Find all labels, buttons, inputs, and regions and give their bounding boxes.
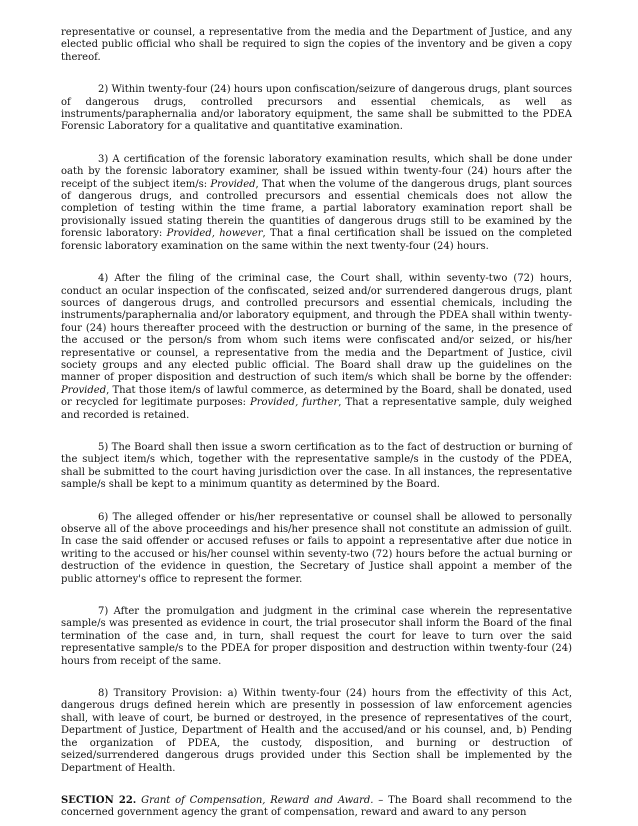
text-segment: 8) Transitory Provision: a) Within twenty-four (24) hours from the effectivity of this Act, dangerous drugs defined herein which are presently in possession of law enforcement agencies shall, with leave of court, be burned or destroyed, in the presence of representatives of the court, Department of Justice, Department of Health and the accused/and or his counsel, and, b) Pending the organization of PDEA, the custody, disposition, and burning or destruction of seized/surrendered dangerous drugs provided under this Section shall be implemented by the Department of Health. [61, 688, 572, 774]
text-segment: , That a representative sample, duly weighed and recorded is retained. [61, 397, 572, 421]
text-segment: 2) Within twenty-four (24) hours upon confiscation/seizure of dangerous drugs, plant sources of dangerous drugs, controlled precursors and essential chemicals, as well as instruments/paraphernalia and/or laboratory equipment, the same shall be submitted to the PDEA Forensic Laboratory for a qualitative and quantitative examination. [61, 84, 572, 133]
paragraph-item-5 [61, 442, 572, 492]
text-segment: 4) After the filing of the criminal case, the Court shall, within seventy-two (72) hours, conduct an ocular inspection of the confiscated, seized and/or surrendered dangerous drugs, plant sources of dangerous drugs, and controlled precursors and essential chemicals, including the instruments/paraphernalia and/or laboratory equipment, and through the PDEA shall within twenty-four (24) hours thereafter proceed with the destruction or burning of the same, in the presence of the accused or the person/s from whom such items were confiscated and/or seized, or his/her representative or counsel, a representative from the media and the Department of Justice, civil society groups and any elected public official. The Board shall draw up the guidelines on the manner of proper disposition and destruction of such item/s which shall be borne by the offender: [61, 273, 572, 384]
paragraph-item-4 [61, 273, 572, 422]
text-segment: 3) A certification of the forensic laboratory examination results, which shall be done under oath by the forensic laboratory examiner, shall be issued within twenty-four (24) hours after the receipt of the subject item/s: [61, 153, 572, 190]
paragraph-item-2 [61, 84, 572, 134]
text-segment: 5) The Board shall then issue a sworn certification as to the fact of destruction or burning of the subject item/s which, together with the representative sample/s in the custody of the PDEA, shall be submitted to the court having jurisdiction over the case. In all instances, the representative sample/s shall be kept to a minimum quantity as determined by the Board. [61, 441, 572, 491]
text-segment: 7) After the promulgation and judgment in the criminal case wherein the representative sample/s was presented as evidence in court, the trial prosecutor shall inform the Board of the final termination of the case and, in turn, shall request the court for leave to turn over the said representative sample/s to the PDEA for proper disposition and destruction within twenty-four (24) hours from receipt of the same. [61, 606, 572, 667]
paragraph-item-7 [61, 606, 572, 668]
italic-text: Provided [210, 178, 256, 190]
section-title: Grant of Compensation, Reward and Award. [141, 794, 374, 806]
document-body [61, 27, 572, 775]
document-page [61, 27, 572, 820]
text-segment: , That those item/s of lawful commerce, as determined by the Board, shall be donated, used or recycled for legitimate purposes: [61, 384, 572, 409]
section-number: SECTION 22. [61, 794, 137, 806]
section-22-paragraph [61, 795, 572, 820]
italic-text: Provided, however [166, 228, 263, 240]
paragraph-continuation [61, 27, 572, 64]
italic-text: Provided [61, 384, 107, 396]
italic-text: Provided, further [249, 397, 339, 409]
text-segment: , That a final certification shall be issued on the completed forensic laboratory examination on the same within the next twenty-four (24) hours. [61, 228, 573, 252]
paragraph-item-3 [61, 154, 572, 253]
paragraph-item-6 [61, 512, 572, 586]
text-segment: representative or counsel, a representative from the media and the Department of Justice, and any elected public official who shall be required to sign the copies of the inventory and be given a copy thereof. [61, 27, 572, 63]
text-segment: , That when the volume of the dangerous drugs, plant sources of dangerous drugs, and controlled precursors and essential chemicals does not allow the completion of testing within the time frame, a partial laboratory examination report shall be provisionally issued stating therein the quantities of dangerous drugs still to be examined by the forensic laboratory: [61, 178, 572, 240]
section-text: – The Board shall recommend to the concerned government agency the grant of compensation, reward and award to any person [61, 794, 573, 819]
paragraph-item-8 [61, 688, 572, 775]
text-segment: 6) The alleged offender or his/her representative or counsel shall be allowed to personally observe all of the above proceedings and his/her presence shall not constitute an admission of guilt. In case the said offender or accused refuses or fails to appoint a representative after due notice in writing to the accused or his/her counsel within seventy-two (72) hours before the actual burning or destruction of the evidence in question, the Secretary of Justice shall appoint a member of the public attorney's office to represent the former. [61, 511, 572, 585]
